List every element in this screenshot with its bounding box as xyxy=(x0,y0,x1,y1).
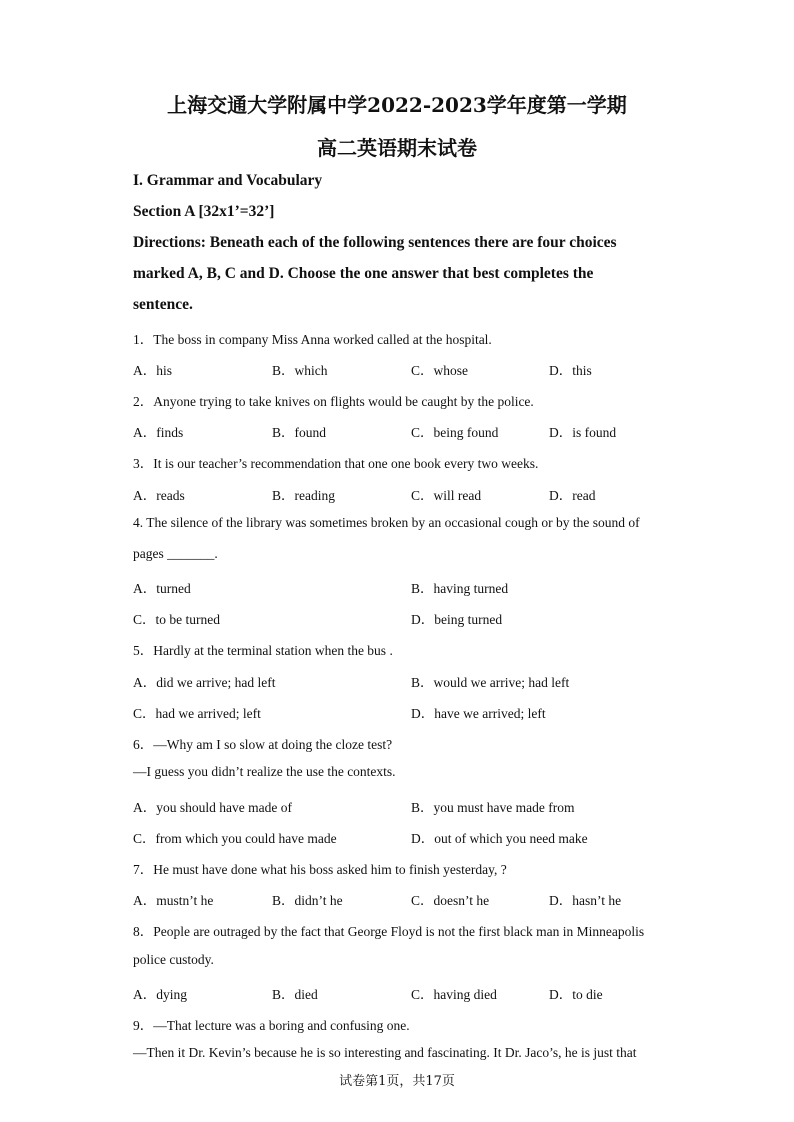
options-row xyxy=(133,671,693,691)
option-c: C．doesn’t he xyxy=(411,893,490,908)
option-b: B．reading xyxy=(272,488,335,503)
option-b: B．died xyxy=(272,987,318,1002)
question-stem-cont: police custody. xyxy=(133,952,214,967)
question-stem-cont: —I guess you didn’t realize the use the contexts. xyxy=(133,764,396,779)
options-row xyxy=(133,796,693,816)
options-row xyxy=(133,983,693,1003)
option-b: B．which xyxy=(272,363,328,378)
question-stem-cont: —Then it Dr. Kevin’s because he is so interesting and fascinating. It Dr. Jaco’s, he is just that xyxy=(133,1045,637,1060)
question-stem: 3．It is our teacher’s recommendation that one one book every two weeks. xyxy=(133,456,539,471)
options-row xyxy=(133,702,693,722)
option-d: D．hasn’t he xyxy=(549,893,622,908)
page-footer: 试卷第1页，共17页 xyxy=(339,1074,455,1089)
option-d: D．is found xyxy=(549,425,617,440)
option-b: B．you must have made from xyxy=(411,800,575,815)
option-b: B．would we arrive; had left xyxy=(411,675,570,690)
question-stem: 9．—That lecture was a boring and confusing one. xyxy=(133,1018,410,1033)
question-stem: 8．People are outraged by the fact that George Floyd is not the first black man in Minneapolis xyxy=(133,924,645,939)
directions-line: marked A, B, C and D. Choose the one answer that best completes the xyxy=(133,265,594,282)
option-b: B．didn’t he xyxy=(272,893,343,908)
directions-line: Directions: Beneath each of the following sentences there are four choices xyxy=(133,234,617,251)
part-heading: I. Grammar and Vocabulary xyxy=(133,172,323,189)
option-d: D．have we arrived; left xyxy=(411,706,546,721)
options-row xyxy=(133,889,693,909)
option-d: D．read xyxy=(549,488,596,503)
option-a: A．finds xyxy=(133,425,184,440)
exam-subtitle: 高二英语期末试卷 xyxy=(317,136,477,160)
exam-title: 上海交通大学附属中学2022-2023学年度第一学期 xyxy=(167,93,627,117)
option-d: D．to die xyxy=(549,987,603,1002)
option-d: D．out of which you need make xyxy=(411,831,588,846)
question-stem: 1．The boss in company Miss Anna worked called at the hospital. xyxy=(133,332,492,347)
option-c: C．from which you could have made xyxy=(133,831,337,846)
option-c: C．to be turned xyxy=(133,612,220,627)
question-stem: 6．—Why am I so slow at doing the cloze test? xyxy=(133,737,393,752)
option-a: A．you should have made of xyxy=(133,800,292,815)
option-b: B．found xyxy=(272,425,326,440)
option-a: A．his xyxy=(133,363,173,378)
directions-line: sentence. xyxy=(133,296,193,313)
options-row xyxy=(133,577,693,597)
question-stem-cont: pages _______. xyxy=(133,546,218,561)
option-a: A．dying xyxy=(133,987,187,1002)
question-stem: 5．Hardly at the terminal station when the bus . xyxy=(133,643,393,658)
option-a: A．mustn’t he xyxy=(133,893,214,908)
option-a: A．reads xyxy=(133,488,185,503)
options-row xyxy=(133,827,693,847)
options-row xyxy=(133,484,693,504)
section-heading: Section A [32x1’=32’] xyxy=(133,203,275,220)
option-a: A．did we arrive; had left xyxy=(133,675,276,690)
option-c: C．being found xyxy=(411,425,499,440)
option-c: C．will read xyxy=(411,488,482,503)
options-row xyxy=(133,359,693,379)
option-a: A．turned xyxy=(133,581,191,596)
option-c: C．having died xyxy=(411,987,497,1002)
options-row xyxy=(133,421,693,441)
option-c: C．whose xyxy=(411,363,468,378)
option-c: C．had we arrived; left xyxy=(133,706,261,721)
options-row xyxy=(133,608,693,628)
question-stem: 2．Anyone trying to take knives on flights would be caught by the police. xyxy=(133,394,534,409)
question-stem: 4. The silence of the library was sometimes broken by an occasional cough or by the sound of xyxy=(133,515,640,530)
option-d: D．being turned xyxy=(411,612,503,627)
option-b: B．having turned xyxy=(411,581,509,596)
option-d: D．this xyxy=(549,363,592,378)
question-stem: 7．He must have done what his boss asked him to finish yesterday, ? xyxy=(133,862,507,877)
